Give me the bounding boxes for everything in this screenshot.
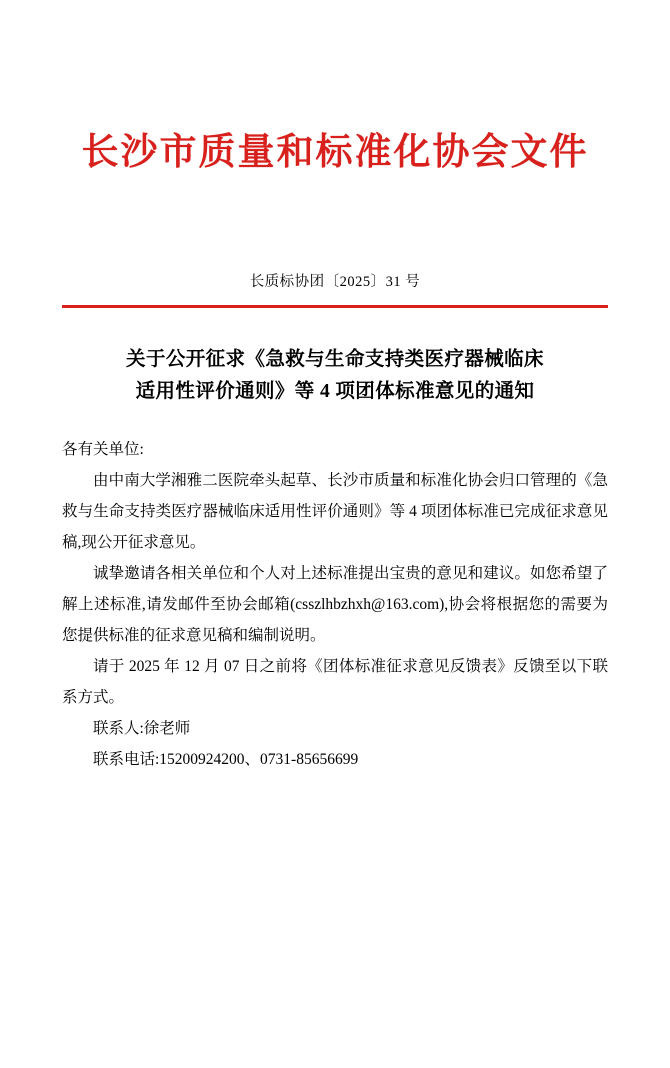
red-divider-rule	[62, 305, 608, 308]
salutation: 各有关单位:	[62, 441, 144, 459]
body-paragraph-2: 诚挚邀请各相关单位和个人对上述标准提出宝贵的意见和建议。如您希望了解上述标准,请发邮件至协会邮箱(csszlhbzhxh@163.com),协会将根据您的需要为您提供标准的征求意见稿和编制说明。	[62, 565, 608, 645]
document-subject	[62, 344, 608, 408]
contact-phone: 联系电话:15200924200、0731-85656699	[93, 751, 359, 769]
body-paragraph-3: 请于 2025 年 12 月 07 日之前将《团体标准征求意见反馈表》反馈至以下联系方式。	[62, 658, 608, 707]
body-paragraph-1: 由中南大学湘雅二医院牵头起草、长沙市质量和标准化协会归口管理的《急救与生命支持类医疗器械临床适用性评价通则》等 4 项团体标准已完成征求意见稿,现公开征求意见。	[62, 472, 608, 552]
document-number: 长质标协团〔2025〕31 号	[249, 274, 421, 291]
subject-line-2: 适用性评价通则》等 4 项团体标准意见的通知	[135, 381, 535, 403]
document-body	[62, 434, 608, 775]
organization-title: 长沙市质量和标准化协会文件	[81, 129, 589, 173]
subject-line-1: 关于公开征求《急救与生命支持类医疗器械临床	[126, 348, 544, 370]
contact-person: 联系人:徐老师	[93, 720, 191, 738]
document-page	[0, 128, 670, 1068]
